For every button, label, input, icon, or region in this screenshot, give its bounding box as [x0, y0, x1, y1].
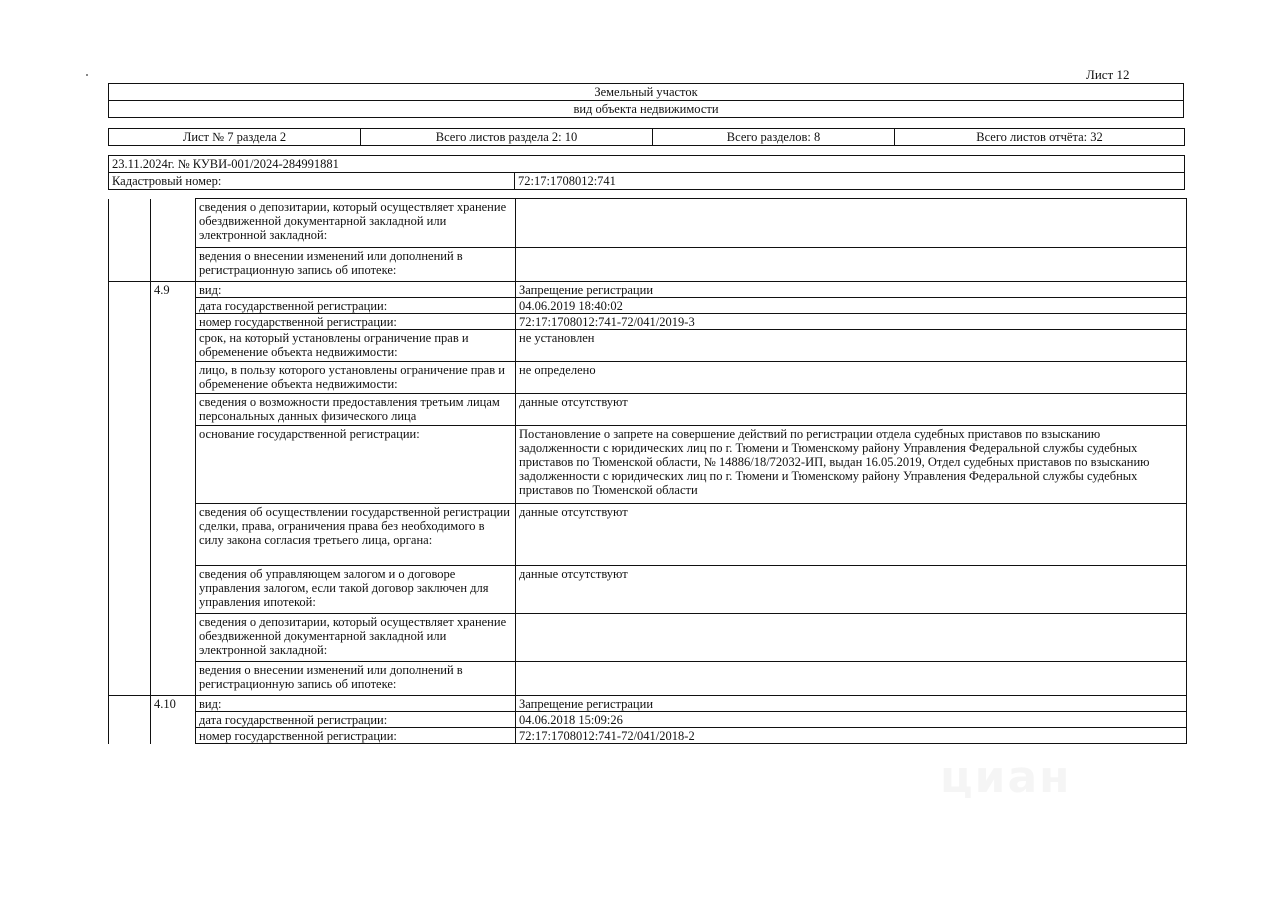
field-label: сведения об управляющем залогом и о договоре управления залогом, если такой договор заключен для управления ипотекой: — [196, 566, 516, 614]
row-number — [151, 362, 196, 394]
field-label: сведения о возможности предоставления третьим лицам персональных данных физического лица — [196, 394, 516, 426]
record-row — [109, 566, 1187, 614]
row-indent-cell — [109, 248, 151, 282]
field-label: дата государственной регистрации: — [196, 298, 516, 314]
record-row — [109, 314, 1187, 330]
row-indent-cell — [109, 362, 151, 394]
record-row — [109, 248, 1187, 282]
record-row — [109, 662, 1187, 696]
field-value: Запрещение регистрации — [516, 696, 1187, 712]
row-number — [151, 248, 196, 282]
field-value — [516, 248, 1187, 282]
row-number — [151, 426, 196, 504]
field-label: сведения об осуществлении государственной регистрации сделки, права, ограничения права без необходимого в силу закона согласия третьего лица, органа: — [196, 504, 516, 566]
field-value — [516, 614, 1187, 662]
field-label: сведения о депозитарии, который осуществляет хранение обездвиженной документарной закладной или электронной закладной: — [196, 614, 516, 662]
row-number — [151, 298, 196, 314]
field-value — [516, 662, 1187, 696]
row-indent-cell — [109, 426, 151, 504]
row-indent-cell — [109, 614, 151, 662]
field-value: Запрещение регистрации — [516, 282, 1187, 298]
row-indent-cell — [109, 566, 151, 614]
row-indent-cell — [109, 330, 151, 362]
row-indent-cell — [109, 282, 151, 298]
object-type: вид объекта недвижимости — [109, 101, 1184, 118]
field-value: 72:17:1708012:741-72/041/2018-2 — [516, 728, 1187, 744]
scan-mark — [86, 74, 88, 76]
extract-date-number: 23.11.2024г. № КУВИ-001/2024-284991881 — [109, 156, 1185, 173]
row-indent-cell — [109, 696, 151, 712]
field-label: вид: — [196, 696, 516, 712]
field-label: номер государственной регистрации: — [196, 728, 516, 744]
row-indent-cell — [109, 199, 151, 248]
row-number — [151, 614, 196, 662]
field-label: основание государственной регистрации: — [196, 426, 516, 504]
row-indent-cell — [109, 314, 151, 330]
field-label: номер государственной регистрации: — [196, 314, 516, 330]
record-row — [109, 330, 1187, 362]
field-value: 04.06.2018 15:09:26 — [516, 712, 1187, 728]
row-number — [151, 712, 196, 728]
row-indent-cell — [109, 504, 151, 566]
total-sheets-section: Всего листов раздела 2: 10 — [361, 129, 653, 146]
row-number — [151, 394, 196, 426]
field-label: вид: — [196, 282, 516, 298]
record-row — [109, 282, 1187, 298]
record-row — [109, 728, 1187, 744]
field-label: срок, на который установлены ограничение прав и обременение объекта недвижимости: — [196, 330, 516, 362]
row-number: 4.10 — [151, 696, 196, 712]
row-number — [151, 199, 196, 248]
object-header-table — [108, 83, 1184, 118]
field-value — [516, 199, 1187, 248]
row-number — [151, 728, 196, 744]
sheet-number: Лист 12 — [1086, 67, 1130, 82]
record-row — [109, 614, 1187, 662]
record-row — [109, 199, 1187, 248]
field-value: Постановление о запрете на совершение действий по регистрации отдела судебных приставов по взысканию задолженности с юридических лиц по г. Тюмени и Тюменскому району Управления Федеральной службы судебных приставов по Тюменской области, № 14886/18/72032-ИП, выдан 16.05.2019, Отдел судебных приставов по взысканию задолженности с юридических лиц по г. Тюмени и Тюменскому району Управления Федеральной службы судебных приставов по Тюменской области — [516, 426, 1187, 504]
record-row — [109, 504, 1187, 566]
record-row — [109, 696, 1187, 712]
field-value: данные отсутствуют — [516, 504, 1187, 566]
row-number — [151, 330, 196, 362]
row-number — [151, 314, 196, 330]
field-value: не определено — [516, 362, 1187, 394]
row-number — [151, 504, 196, 566]
field-value: не установлен — [516, 330, 1187, 362]
row-indent-cell — [109, 728, 151, 744]
record-row — [109, 394, 1187, 426]
total-sheets-report: Всего листов отчёта: 32 — [895, 129, 1185, 146]
field-label: ведения о внесении изменений или дополнений в регистрационную запись об ипотеке: — [196, 662, 516, 696]
record-row — [109, 298, 1187, 314]
field-value: данные отсутствуют — [516, 394, 1187, 426]
record-row — [109, 712, 1187, 728]
encumbrance-records-table — [108, 198, 1187, 744]
cadastral-value: 72:17:1708012:741 — [515, 173, 1185, 190]
field-label: ведения о внесении изменений или дополнений в регистрационную запись об ипотеке: — [196, 248, 516, 282]
row-number — [151, 662, 196, 696]
object-title: Земельный участок — [109, 84, 1184, 101]
row-indent-cell — [109, 394, 151, 426]
field-value: 72:17:1708012:741-72/041/2019-3 — [516, 314, 1187, 330]
record-row — [109, 362, 1187, 394]
cadastral-table — [108, 155, 1185, 190]
sheet-info-table — [108, 128, 1185, 146]
field-value: данные отсутствуют — [516, 566, 1187, 614]
row-number: 4.9 — [151, 282, 196, 298]
field-label: сведения о депозитарии, который осуществляет хранение обездвиженной документарной закладной или электронной закладной: — [196, 199, 516, 248]
watermark-logo: циан — [940, 752, 1072, 803]
row-number — [151, 566, 196, 614]
row-indent-cell — [109, 298, 151, 314]
row-indent-cell — [109, 662, 151, 696]
cadastral-label: Кадастровый номер: — [109, 173, 515, 190]
field-label: лицо, в пользу которого установлены ограничение прав и обременение объекта недвижимости: — [196, 362, 516, 394]
row-indent-cell — [109, 712, 151, 728]
sheet-of-section: Лист № 7 раздела 2 — [109, 129, 361, 146]
record-row — [109, 426, 1187, 504]
field-label: дата государственной регистрации: — [196, 712, 516, 728]
field-value: 04.06.2019 18:40:02 — [516, 298, 1187, 314]
total-sections: Всего разделов: 8 — [653, 129, 895, 146]
